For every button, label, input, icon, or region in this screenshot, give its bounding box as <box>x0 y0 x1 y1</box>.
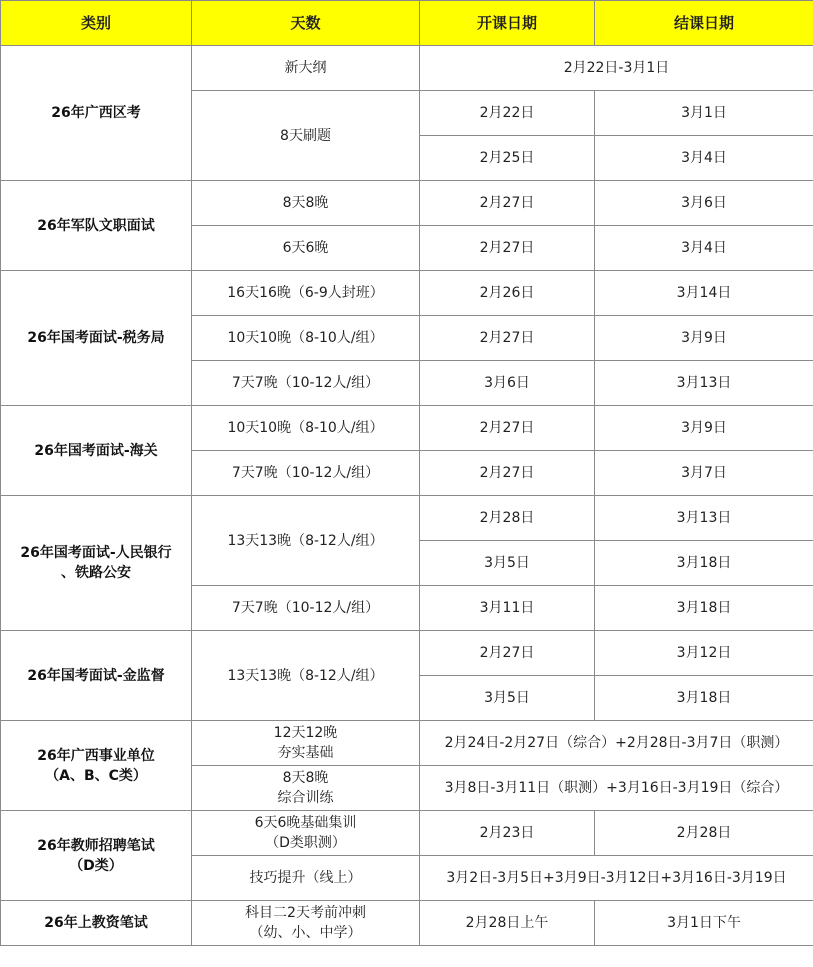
course-date-range-cell: 2月22日-3月1日 <box>420 46 813 91</box>
course-days-cell: 技巧提升（线上） <box>192 856 420 901</box>
start-date-cell: 2月28日 <box>420 496 595 541</box>
header-row <box>1 1 813 46</box>
end-date-cell: 2月28日 <box>595 811 813 856</box>
start-date-cell: 3月11日 <box>420 586 595 631</box>
end-date-cell: 3月13日 <box>595 361 813 406</box>
table-row <box>1 271 813 316</box>
category-line: 26年国考面试-人民银行 <box>20 545 172 561</box>
category-line: 、铁路公安 <box>61 565 131 581</box>
category-cell: 26年国考面试-税务局 <box>1 271 192 406</box>
start-date-cell: 3月5日 <box>420 541 595 586</box>
course-days-cell: 13天13晚（8-12人/组） <box>192 496 420 586</box>
end-date-cell: 3月9日 <box>595 406 813 451</box>
end-date-cell: 3月4日 <box>595 136 813 181</box>
category-cell: 26年军队文职面试 <box>1 181 192 271</box>
course-days-cell: 6天6晚 <box>192 226 420 271</box>
header-days: 天数 <box>192 1 420 46</box>
header-start-date: 开课日期 <box>420 1 595 46</box>
course-days-line: 夯实基础 <box>277 745 334 761</box>
header-end-date: 结课日期 <box>595 1 813 46</box>
end-date-cell: 3月14日 <box>595 271 813 316</box>
course-days-cell <box>192 766 420 811</box>
course-days-line: （D类职测） <box>265 835 346 851</box>
end-date-cell: 3月9日 <box>595 316 813 361</box>
start-date-cell: 2月23日 <box>420 811 595 856</box>
course-days-cell: 7天7晚（10-12人/组） <box>192 361 420 406</box>
category-line: （A、B、C类） <box>45 767 147 784</box>
table-row <box>1 46 813 91</box>
course-days-cell: 7天7晚（10-12人/组） <box>192 586 420 631</box>
category-cell: 26年国考面试-海关 <box>1 406 192 496</box>
category-cell <box>1 721 192 811</box>
category-cell: 26年国考面试-金监督 <box>1 631 192 721</box>
table-row <box>1 811 813 856</box>
start-date-cell: 3月6日 <box>420 361 595 406</box>
course-days-cell: 7天7晚（10-12人/组） <box>192 451 420 496</box>
table-row <box>1 496 813 541</box>
course-days-cell: 新大纲 <box>192 46 420 91</box>
course-date-range-cell: 2月24日-2月27日（综合）+2月28日-3月7日（职测） <box>420 721 813 766</box>
start-date-cell: 3月5日 <box>420 676 595 721</box>
table-row <box>1 181 813 226</box>
category-line: 26年教师招聘笔试 <box>37 837 155 854</box>
end-date-cell: 3月13日 <box>595 496 813 541</box>
course-days-cell: 13天13晚（8-12人/组） <box>192 631 420 721</box>
end-date-cell: 3月1日下午 <box>595 901 813 946</box>
end-date-cell: 3月18日 <box>595 541 813 586</box>
start-date-cell: 2月27日 <box>420 406 595 451</box>
course-days-line: （幼、小、中学） <box>249 925 362 941</box>
end-date-cell: 3月12日 <box>595 631 813 676</box>
end-date-cell: 3月18日 <box>595 586 813 631</box>
course-days-cell: 10天10晚（8-10人/组） <box>192 406 420 451</box>
start-date-cell: 2月28日上午 <box>420 901 595 946</box>
category-line: 26年广西事业单位 <box>37 747 155 764</box>
category-cell <box>1 811 192 901</box>
start-date-cell: 2月27日 <box>420 181 595 226</box>
category-cell: 26年上教资笔试 <box>1 901 192 946</box>
category-cell <box>1 496 192 631</box>
course-days-cell <box>192 721 420 766</box>
start-date-cell: 2月26日 <box>420 271 595 316</box>
end-date-cell: 3月4日 <box>595 226 813 271</box>
start-date-cell: 2月27日 <box>420 316 595 361</box>
course-days-cell: 10天10晚（8-10人/组） <box>192 316 420 361</box>
course-days-cell: 8天8晚 <box>192 181 420 226</box>
end-date-cell: 3月18日 <box>595 676 813 721</box>
start-date-cell: 2月27日 <box>420 226 595 271</box>
course-days-line: 综合训练 <box>277 790 334 806</box>
table-row <box>1 631 813 676</box>
start-date-cell: 2月27日 <box>420 451 595 496</box>
end-date-cell: 3月7日 <box>595 451 813 496</box>
end-date-cell: 3月1日 <box>595 91 813 136</box>
course-date-range-cell: 3月2日-3月5日+3月9日-3月12日+3月16日-3月19日 <box>420 856 813 901</box>
table-row <box>1 406 813 451</box>
category-line: （D类） <box>69 857 123 874</box>
start-date-cell: 2月25日 <box>420 136 595 181</box>
course-date-range-cell: 3月8日-3月11日（职测）+3月16日-3月19日（综合） <box>420 766 813 811</box>
end-date-cell: 3月6日 <box>595 181 813 226</box>
course-days-line: 6天6晚基础集训 <box>254 815 357 831</box>
table-row <box>1 901 813 946</box>
course-days-cell <box>192 811 420 856</box>
course-days-line: 科目二2天考前冲刺 <box>245 905 366 921</box>
course-days-cell: 8天刷题 <box>192 91 420 181</box>
table-row <box>1 721 813 766</box>
start-date-cell: 2月27日 <box>420 631 595 676</box>
header-category: 类别 <box>1 1 192 46</box>
course-days-line: 8天8晚 <box>282 770 329 786</box>
course-days-cell <box>192 901 420 946</box>
course-days-cell: 16天16晚（6-9人封班） <box>192 271 420 316</box>
start-date-cell: 2月22日 <box>420 91 595 136</box>
course-days-line: 12天12晚 <box>273 725 338 741</box>
category-cell: 26年广西区考 <box>1 46 192 181</box>
